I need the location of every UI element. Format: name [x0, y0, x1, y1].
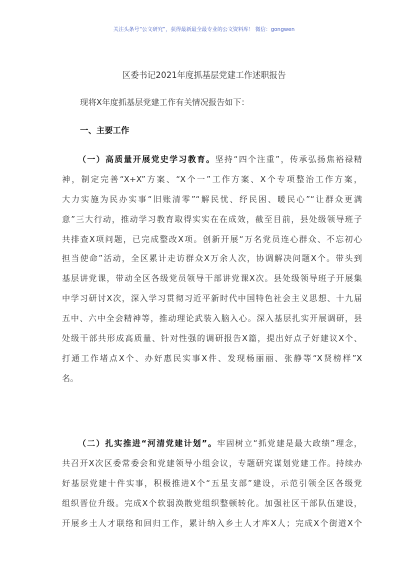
paragraph-text: 坚持“四个注重”，传承弘扬焦裕禄精	[215, 154, 362, 164]
paragraph-line: 神，制定完善“X+X”方案、“X个一”工作方案、X个专项整治工作方案，	[62, 173, 362, 184]
paragraph-line: 基层讲党课，带动全区各级党员领导干部讲党课X次。县处级领导班子开展集	[62, 273, 362, 284]
paragraph-heading: （二）扎实推进“河清党建计划”。	[78, 438, 218, 448]
paragraph-line	[62, 150, 362, 170]
paragraph-line: 名。	[62, 372, 79, 383]
paragraph-line: 意”三大行动，推动学习教育取得实实在在成效，截至目前，县处级领导班子	[62, 213, 362, 224]
section-heading-main-work: 一、主要工作	[80, 125, 130, 135]
paragraph-line: 担当使命”活动，全区累计走访群众X万余人次，协调解决问题X个。带头到	[62, 253, 362, 264]
paragraph-line: 大力实施为民办实事“旧账清零”“解民忧、纾民困、暖民心”“让群众更满	[62, 193, 362, 204]
paragraph-line: 五中、六中全会精神等，推动理论武装入脑入心。深入基层扎实开展调研，县	[62, 313, 362, 324]
paragraph-line: 处级干部共形成高质量、针对性强的调研报告X篇，提出好点子好建议X个、	[62, 333, 362, 344]
paragraph-line	[62, 434, 362, 454]
paragraph-line: 中学习研讨X次，深入学习贯彻习近平新时代中国特色社会主义思想、十九届	[62, 293, 362, 304]
paragraph-text: 牢固树立“抓党建是最大政绩”理念，	[217, 438, 362, 448]
paragraph-line: 共排查X项问题，已完成整改X项。创新开展“万名党员连心群众、不忘初心	[62, 233, 362, 244]
paragraph-river-party-building	[62, 434, 362, 533]
paragraph-party-history-education	[62, 150, 362, 389]
document-title: 区委书记2021年度抓基层党建工作述职报告	[122, 70, 286, 80]
paragraph-heading: （一）高质量开展党史学习教育。	[78, 154, 216, 164]
paragraph-line: 好基层党建十件实事，积极推进X个“五星支部”建设，示范引领全区各级党	[62, 477, 362, 488]
paragraph-line: 共召开X次区委常委会和党建领导小组会议，专题研究谋划党建工作。持续办	[62, 457, 362, 468]
paragraph-line: 开展乡土人才联络和回归工作，累计纳入乡土人才库X人；完成X个街道X个	[62, 517, 362, 528]
paragraph-line: 打通工作堵点X个、办好惠民实事X件、发现杨丽丽、张静等“X贤榜样”X	[62, 352, 362, 363]
promo-banner[interactable]: 关注头条号“公文研究”，获得最新最全最专业的公文资料库！ 微信：gongwen	[113, 27, 295, 33]
paragraph-line: 组织晋位升级。完成X个软弱涣散党组织整顿转化。加强社区干部队伍建设，	[62, 497, 362, 508]
intro-line: 现将X年度抓基层党建工作有关情况报告如下：	[80, 97, 250, 107]
